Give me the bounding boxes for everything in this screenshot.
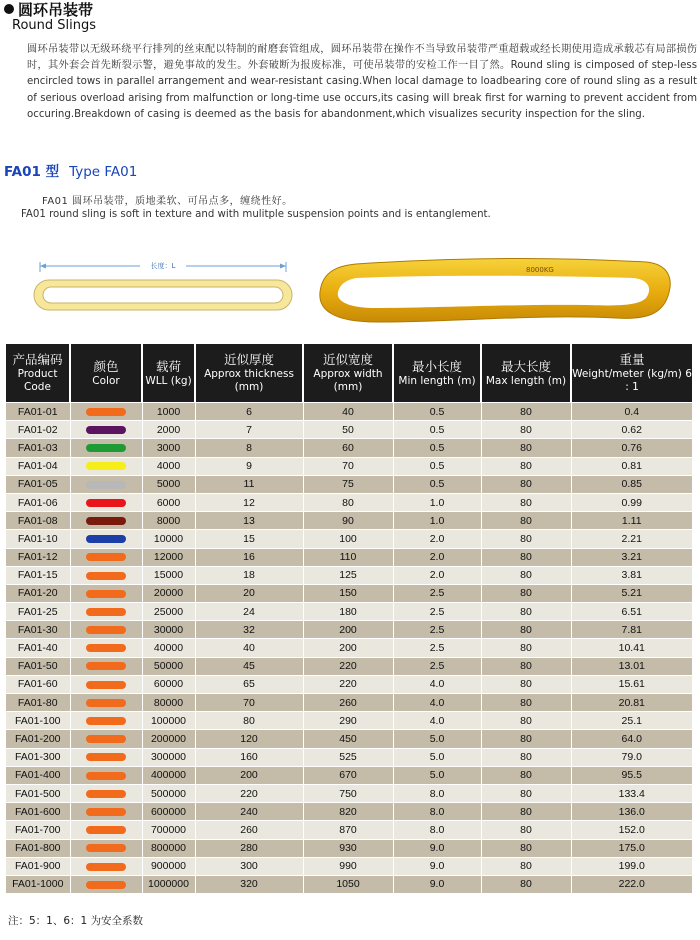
sling-length-diagram	[28, 252, 298, 322]
cell-weight: 0.62	[571, 421, 692, 439]
table-row	[6, 457, 692, 475]
bullet-icon	[4, 4, 14, 14]
cell-wll: 700000	[142, 821, 195, 839]
color-swatch	[86, 790, 126, 798]
cell-min: 9.0	[393, 857, 481, 875]
col-wll: 载荷 WLL (kg)	[142, 344, 195, 403]
table-row	[6, 857, 692, 875]
cell-thick: 300	[195, 857, 303, 875]
cell-wll: 6000	[142, 493, 195, 511]
table-row	[6, 530, 692, 548]
cell-min: 4.0	[393, 694, 481, 712]
cell-max: 80	[481, 566, 571, 584]
color-swatch	[86, 626, 126, 634]
page-title-cn: 圆环吊装带	[18, 1, 94, 19]
color-swatch	[86, 717, 126, 725]
table-row	[6, 421, 692, 439]
cell-max: 80	[481, 421, 571, 439]
cell-color	[70, 639, 142, 657]
footnote: 注：5：1、6：1 为安全系数	[8, 915, 144, 927]
cell-weight: 3.81	[571, 566, 692, 584]
cell-wll: 50000	[142, 657, 195, 675]
cell-weight: 2.21	[571, 530, 692, 548]
cell-color	[70, 766, 142, 784]
cell-width: 100	[303, 530, 393, 548]
table-header-row	[6, 344, 692, 403]
color-swatch	[86, 808, 126, 816]
cell-code: FA01-1000	[6, 875, 70, 893]
cell-wll: 4000	[142, 457, 195, 475]
color-swatch	[86, 662, 126, 670]
cell-code: FA01-800	[6, 839, 70, 857]
cell-thick: 40	[195, 639, 303, 657]
cell-min: 2.5	[393, 639, 481, 657]
cell-color	[70, 712, 142, 730]
spec-table	[6, 344, 692, 893]
cell-code: FA01-600	[6, 803, 70, 821]
cell-wll: 40000	[142, 639, 195, 657]
cell-min: 1.0	[393, 512, 481, 530]
cell-weight: 133.4	[571, 784, 692, 802]
table-row	[6, 821, 692, 839]
cell-color	[70, 548, 142, 566]
cell-thick: 80	[195, 712, 303, 730]
cell-width: 70	[303, 457, 393, 475]
type-description-cn: FA01 圆环吊装带，质地柔软、可吊点多，缠绕性好。	[42, 196, 293, 207]
color-swatch	[86, 681, 126, 689]
table-row	[6, 403, 692, 421]
cell-width: 200	[303, 621, 393, 639]
cell-min: 9.0	[393, 875, 481, 893]
cell-thick: 160	[195, 748, 303, 766]
cell-code: FA01-60	[6, 675, 70, 693]
cell-code: FA01-12	[6, 548, 70, 566]
cell-color	[70, 603, 142, 621]
type-title	[4, 160, 137, 180]
cell-weight: 136.0	[571, 803, 692, 821]
cell-code: FA01-08	[6, 512, 70, 530]
cell-weight: 95.5	[571, 766, 692, 784]
cell-min: 4.0	[393, 675, 481, 693]
cell-min: 0.5	[393, 439, 481, 457]
color-swatch	[86, 644, 126, 652]
cell-min: 8.0	[393, 803, 481, 821]
color-swatch	[86, 699, 126, 707]
cell-width: 150	[303, 584, 393, 602]
cell-wll: 8000	[142, 512, 195, 530]
cell-thick: 240	[195, 803, 303, 821]
cell-width: 220	[303, 675, 393, 693]
cell-max: 80	[481, 821, 571, 839]
cell-width: 820	[303, 803, 393, 821]
cell-thick: 20	[195, 584, 303, 602]
cell-code: FA01-300	[6, 748, 70, 766]
cell-weight: 199.0	[571, 857, 692, 875]
color-swatch	[86, 735, 126, 743]
cell-code: FA01-80	[6, 694, 70, 712]
cell-min: 1.0	[393, 493, 481, 511]
cell-thick: 18	[195, 566, 303, 584]
cell-thick: 260	[195, 821, 303, 839]
cell-color	[70, 457, 142, 475]
cell-min: 0.5	[393, 421, 481, 439]
cell-thick: 280	[195, 839, 303, 857]
color-swatch	[86, 881, 126, 889]
cell-max: 80	[481, 639, 571, 657]
color-swatch	[86, 481, 126, 489]
table-row	[6, 584, 692, 602]
color-swatch	[86, 426, 126, 434]
cell-wll: 3000	[142, 439, 195, 457]
col-product-code: 产品编码 Product Code	[6, 344, 70, 403]
col-width: 近似宽度 Approx width (mm)	[303, 344, 393, 403]
length-label: 长度：L	[150, 262, 176, 270]
cell-thick: 200	[195, 766, 303, 784]
cell-max: 80	[481, 766, 571, 784]
color-swatch	[86, 863, 126, 871]
cell-thick: 220	[195, 784, 303, 802]
cell-color	[70, 566, 142, 584]
cell-max: 80	[481, 548, 571, 566]
cell-wll: 300000	[142, 748, 195, 766]
cell-color	[70, 694, 142, 712]
cell-code: FA01-40	[6, 639, 70, 657]
cell-color	[70, 421, 142, 439]
cell-min: 2.5	[393, 603, 481, 621]
cell-weight: 175.0	[571, 839, 692, 857]
cell-weight: 222.0	[571, 875, 692, 893]
cell-max: 80	[481, 748, 571, 766]
cell-wll: 600000	[142, 803, 195, 821]
cell-min: 2.0	[393, 548, 481, 566]
color-swatch	[86, 444, 126, 452]
table-row	[6, 730, 692, 748]
table-row	[6, 439, 692, 457]
cell-code: FA01-20	[6, 584, 70, 602]
color-swatch	[86, 826, 126, 834]
col-min-length: 最小长度 Min length (m)	[393, 344, 481, 403]
cell-min: 9.0	[393, 839, 481, 857]
cell-code: FA01-15	[6, 566, 70, 584]
cell-wll: 20000	[142, 584, 195, 602]
color-swatch	[86, 408, 126, 416]
cell-max: 80	[481, 457, 571, 475]
cell-max: 80	[481, 439, 571, 457]
cell-code: FA01-06	[6, 493, 70, 511]
cell-code: FA01-900	[6, 857, 70, 875]
table-row	[6, 512, 692, 530]
col-color: 颜色 Color	[70, 344, 142, 403]
cell-max: 80	[481, 512, 571, 530]
cell-min: 2.0	[393, 530, 481, 548]
cell-weight: 79.0	[571, 748, 692, 766]
cell-max: 80	[481, 784, 571, 802]
cell-wll: 15000	[142, 566, 195, 584]
cell-width: 450	[303, 730, 393, 748]
cell-weight: 1.11	[571, 512, 692, 530]
cell-min: 0.5	[393, 475, 481, 493]
cell-max: 80	[481, 530, 571, 548]
cell-max: 80	[481, 675, 571, 693]
cell-max: 80	[481, 475, 571, 493]
cell-min: 4.0	[393, 712, 481, 730]
col-weight: 重量 Weight/meter (kg/m) 6 : 1	[571, 344, 692, 403]
cell-color	[70, 821, 142, 839]
photo-label: 8000KG	[526, 266, 554, 274]
cell-width: 200	[303, 639, 393, 657]
cell-max: 80	[481, 493, 571, 511]
cell-max: 80	[481, 857, 571, 875]
cell-max: 80	[481, 803, 571, 821]
cell-width: 80	[303, 493, 393, 511]
cell-wll: 12000	[142, 548, 195, 566]
cell-width: 870	[303, 821, 393, 839]
cell-width: 90	[303, 512, 393, 530]
table-row	[6, 712, 692, 730]
cell-wll: 200000	[142, 730, 195, 748]
table-row	[6, 657, 692, 675]
cell-min: 0.5	[393, 403, 481, 421]
cell-weight: 6.51	[571, 603, 692, 621]
color-swatch	[86, 753, 126, 761]
cell-thick: 6	[195, 403, 303, 421]
cell-width: 750	[303, 784, 393, 802]
cell-color	[70, 584, 142, 602]
cell-thick: 11	[195, 475, 303, 493]
color-swatch	[86, 772, 126, 780]
cell-wll: 2000	[142, 421, 195, 439]
cell-thick: 120	[195, 730, 303, 748]
cell-thick: 320	[195, 875, 303, 893]
table-row	[6, 675, 692, 693]
cell-max: 80	[481, 875, 571, 893]
cell-min: 5.0	[393, 766, 481, 784]
cell-weight: 5.21	[571, 584, 692, 602]
cell-weight: 15.61	[571, 675, 692, 693]
cell-thick: 65	[195, 675, 303, 693]
cell-width: 525	[303, 748, 393, 766]
cell-wll: 5000	[142, 475, 195, 493]
cell-weight: 7.81	[571, 621, 692, 639]
cell-max: 80	[481, 603, 571, 621]
col-max-length: 最大长度 Max length (m)	[481, 344, 571, 403]
cell-thick: 45	[195, 657, 303, 675]
cell-weight: 0.85	[571, 475, 692, 493]
type-title-cn: FA01 型	[4, 164, 60, 180]
cell-width: 40	[303, 403, 393, 421]
intro-paragraph: 圆环吊装带以无级环绕平行排列的丝束配以特制的耐磨套管组成，圆环吊装带在操作不当导致吊装带严重超载或经长期使用造成承载芯有局部损伤时，其外套会首先断裂示警，避免事故的发生。外套破断为报废标准，可使吊装带的安检工作一目了然。Round sling is cimposed of step-less encircled tows in parallel arrangement and wear-resistant casing.When local damage to loadbearing core of round sling as a result of serious overload arising from malfunction or long-time use occurs,its casing will break first for warning to prevent accident from occuring.Breakdown of casing is deemed as the basis for abandonment,which visualizes security inspection for the sling.	[27, 44, 697, 120]
cell-color	[70, 857, 142, 875]
cell-thick: 12	[195, 493, 303, 511]
cell-color	[70, 784, 142, 802]
cell-code: FA01-10	[6, 530, 70, 548]
cell-color	[70, 475, 142, 493]
table-row	[6, 639, 692, 657]
cell-wll: 10000	[142, 530, 195, 548]
cell-width: 260	[303, 694, 393, 712]
cell-thick: 15	[195, 530, 303, 548]
table-row	[6, 621, 692, 639]
cell-thick: 32	[195, 621, 303, 639]
type-description-en: FA01 round sling is soft in texture and with mulitple suspension points and is entanglement.	[21, 209, 491, 220]
cell-width: 1050	[303, 875, 393, 893]
cell-color	[70, 439, 142, 457]
color-swatch	[86, 535, 126, 543]
cell-weight: 10.41	[571, 639, 692, 657]
cell-max: 80	[481, 730, 571, 748]
cell-color	[70, 675, 142, 693]
type-title-en: Type FA01	[69, 164, 138, 180]
cell-color	[70, 839, 142, 857]
cell-min: 8.0	[393, 784, 481, 802]
color-swatch	[86, 572, 126, 580]
table-row	[6, 493, 692, 511]
color-swatch	[86, 844, 126, 852]
table-row	[6, 603, 692, 621]
cell-width: 290	[303, 712, 393, 730]
cell-max: 80	[481, 403, 571, 421]
cell-width: 930	[303, 839, 393, 857]
cell-min: 5.0	[393, 748, 481, 766]
cell-wll: 500000	[142, 784, 195, 802]
cell-min: 2.0	[393, 566, 481, 584]
color-swatch	[86, 462, 126, 470]
table-row	[6, 803, 692, 821]
cell-weight: 13.01	[571, 657, 692, 675]
cell-color	[70, 403, 142, 421]
cell-color	[70, 621, 142, 639]
cell-wll: 25000	[142, 603, 195, 621]
cell-code: FA01-05	[6, 475, 70, 493]
color-swatch	[86, 517, 126, 525]
cell-color	[70, 730, 142, 748]
cell-width: 220	[303, 657, 393, 675]
color-swatch	[86, 608, 126, 616]
cell-width: 75	[303, 475, 393, 493]
cell-code: FA01-500	[6, 784, 70, 802]
cell-thick: 8	[195, 439, 303, 457]
cell-width: 670	[303, 766, 393, 784]
cell-wll: 900000	[142, 857, 195, 875]
cell-max: 80	[481, 839, 571, 857]
color-swatch	[86, 553, 126, 561]
cell-thick: 16	[195, 548, 303, 566]
cell-thick: 9	[195, 457, 303, 475]
cell-max: 80	[481, 712, 571, 730]
cell-max: 80	[481, 694, 571, 712]
cell-width: 125	[303, 566, 393, 584]
cell-thick: 24	[195, 603, 303, 621]
cell-weight: 152.0	[571, 821, 692, 839]
cell-max: 80	[481, 621, 571, 639]
cell-wll: 80000	[142, 694, 195, 712]
cell-code: FA01-02	[6, 421, 70, 439]
cell-code: FA01-30	[6, 621, 70, 639]
cell-weight: 0.4	[571, 403, 692, 421]
cell-thick: 70	[195, 694, 303, 712]
sling-photo	[316, 256, 674, 326]
cell-width: 180	[303, 603, 393, 621]
cell-code: FA01-400	[6, 766, 70, 784]
cell-color	[70, 512, 142, 530]
table-row	[6, 839, 692, 857]
cell-min: 0.5	[393, 457, 481, 475]
cell-color	[70, 748, 142, 766]
cell-width: 990	[303, 857, 393, 875]
cell-code: FA01-04	[6, 457, 70, 475]
cell-weight: 25.1	[571, 712, 692, 730]
cell-wll: 30000	[142, 621, 195, 639]
cell-code: FA01-100	[6, 712, 70, 730]
cell-width: 50	[303, 421, 393, 439]
cell-color	[70, 530, 142, 548]
color-swatch	[86, 590, 126, 598]
cell-color	[70, 657, 142, 675]
table-row	[6, 875, 692, 893]
cell-wll: 1000000	[142, 875, 195, 893]
cell-min: 8.0	[393, 821, 481, 839]
table-row	[6, 694, 692, 712]
cell-max: 80	[481, 584, 571, 602]
cell-min: 5.0	[393, 730, 481, 748]
cell-width: 110	[303, 548, 393, 566]
cell-min: 2.5	[393, 621, 481, 639]
cell-code: FA01-700	[6, 821, 70, 839]
cell-wll: 800000	[142, 839, 195, 857]
color-swatch	[86, 499, 126, 507]
cell-weight: 3.21	[571, 548, 692, 566]
cell-wll: 60000	[142, 675, 195, 693]
cell-color	[70, 803, 142, 821]
cell-weight: 0.99	[571, 493, 692, 511]
table-row	[6, 784, 692, 802]
table-row	[6, 748, 692, 766]
cell-weight: 0.81	[571, 457, 692, 475]
table-row	[6, 566, 692, 584]
table-row	[6, 475, 692, 493]
cell-wll: 1000	[142, 403, 195, 421]
cell-code: FA01-25	[6, 603, 70, 621]
cell-weight: 0.76	[571, 439, 692, 457]
cell-weight: 64.0	[571, 730, 692, 748]
cell-code: FA01-200	[6, 730, 70, 748]
cell-width: 60	[303, 439, 393, 457]
cell-min: 2.5	[393, 657, 481, 675]
cell-wll: 400000	[142, 766, 195, 784]
cell-wll: 100000	[142, 712, 195, 730]
col-thickness: 近似厚度 Approx thickness (mm)	[195, 344, 303, 403]
cell-thick: 7	[195, 421, 303, 439]
page-title-en: Round Slings	[12, 18, 97, 33]
cell-min: 2.5	[393, 584, 481, 602]
table-row	[6, 766, 692, 784]
cell-thick: 13	[195, 512, 303, 530]
table-row	[6, 548, 692, 566]
cell-color	[70, 875, 142, 893]
cell-code: FA01-50	[6, 657, 70, 675]
cell-color	[70, 493, 142, 511]
cell-max: 80	[481, 657, 571, 675]
cell-code: FA01-01	[6, 403, 70, 421]
cell-code: FA01-03	[6, 439, 70, 457]
cell-weight: 20.81	[571, 694, 692, 712]
